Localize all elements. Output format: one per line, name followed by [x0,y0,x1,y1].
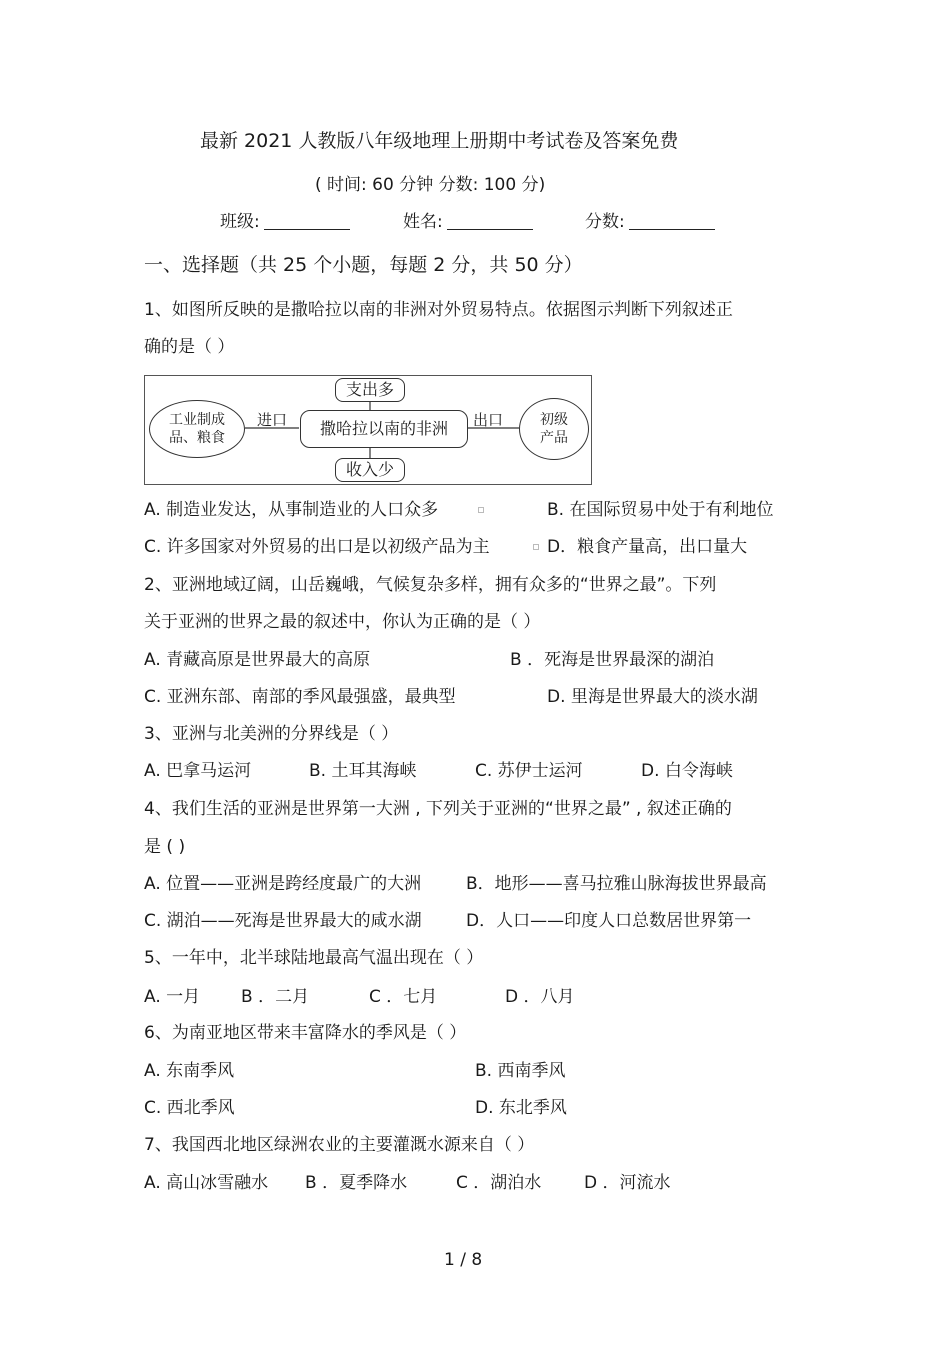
expense-box: 支出多 [335,378,405,402]
q5-option-b: B ．二月 [241,987,310,1007]
imports-text-line1: 工业制成 [169,412,225,428]
score-field [585,212,715,232]
q2-option-d: D. 里海是世界最大的淡水湖 [547,687,758,707]
section-heading: 一、选择题（共 25 个小题，每题 2 分，共 50 分） [144,254,583,276]
income-box: 收入少 [335,458,405,482]
q1-option-b: B. 在国际贸易中处于有利地位 [547,500,774,520]
q4-option-b: B．地形——喜马拉雅山脉海拔世界最高 [466,874,767,894]
q3-option-a: A. 巴拿马运河 [144,761,252,781]
exports-text-line2: 产品 [540,430,568,446]
q5-option-d: D ．八月 [505,987,575,1007]
class-field [220,212,350,232]
q7-stem: 7、我国西北地区绿洲农业的主要灌溉水源来自（ ） [144,1135,535,1155]
q2-stem-line1: 2、亚洲地域辽阔，山岳巍峨，气候复杂多样，拥有众多的“世界之最”。下列 [144,575,717,595]
q3-option-d: D. 白令海峡 [641,761,733,781]
imports-text-line2: 品、粮食 [169,430,225,446]
class-blank [264,213,350,230]
name-field [403,212,533,232]
q7-option-c: C ．湖泊水 [456,1173,542,1193]
q3-option-b: B. 土耳其海峡 [309,761,417,781]
q3-option-c: C. 苏伊士运河 [475,761,583,781]
exam-time-score: ( 时间: 60 分钟 分数: 100 分) [315,175,546,195]
marker-dot [478,507,484,513]
score-blank [629,213,715,230]
sub-saharan-africa-box: 撒哈拉以南的非洲 [300,410,468,448]
q1-option-a: A. 制造业发达，从事制造业的人口众多 [144,500,439,520]
exports-ellipse [519,398,589,460]
q1-option-c: C. 许多国家对外贸易的出口是以初级产品为主 [144,537,490,557]
import-arrow-label: 进口 [257,411,288,429]
q4-option-c: C. 湖泊——死海是世界最大的咸水湖 [144,911,422,931]
q1-option-d: D．粮食产量高，出口量大 [547,537,748,557]
q2-option-b: B ．死海是世界最深的湖泊 [510,650,715,670]
page-title: 最新 2021 人教版八年级地理上册期中考试卷及答案免费 [200,130,679,152]
q5-stem: 5、一年中，北半球陆地最高气温出现在（ ） [144,948,484,968]
name-blank [447,213,533,230]
q2-option-c: C. 亚洲东部、南部的季风最强盛，最典型 [144,687,456,707]
score-label: 分数: [585,212,625,232]
q6-stem: 6、为南亚地区带来丰富降水的季风是（ ） [144,1023,467,1043]
q6-option-b: B. 西南季风 [475,1061,566,1081]
q4-stem-line2: 是 ( ) [144,837,186,857]
q6-option-a: A. 东南季风 [144,1061,235,1081]
q2-stem-line2: 关于亚洲的世界之最的叙述中，你认为正确的是（ ） [144,612,541,632]
q4-option-a: A. 位置——亚洲是跨经度最广的大洲 [144,874,422,894]
marker-dot [533,544,539,550]
name-label: 姓名: [403,212,443,232]
q6-option-d: D. 东北季风 [475,1098,567,1118]
trade-diagram [144,375,592,485]
q7-option-b: B ．夏季降水 [305,1173,408,1193]
imports-ellipse [149,400,245,458]
exports-text-line1: 初级 [540,412,568,428]
q1-stem-line2: 确的是（ ） [144,337,235,357]
q4-option-d: D．人口——印度人口总数居世界第一 [466,911,752,931]
q5-option-c: C ．七月 [369,987,438,1007]
q5-option-a: A. 一月 [144,987,201,1007]
class-label: 班级: [220,212,260,232]
q4-stem-line1: 4、我们生活的亚洲是世界第一大洲 , 下列关于亚洲的“世界之最” , 叙述正确的 [144,799,732,819]
q7-option-a: A. 高山冰雪融水 [144,1173,269,1193]
q2-option-a: A. 青藏高原是世界最大的高原 [144,650,371,670]
q6-option-c: C. 西北季风 [144,1098,235,1118]
export-arrow-label: 出口 [473,411,504,429]
q3-stem: 3、亚洲与北美洲的分界线是（ ） [144,724,399,744]
q1-stem-line1: 1、如图所反映的是撒哈拉以南的非洲对外贸易特点。依据图示判断下列叙述正 [144,300,733,320]
q7-option-d: D ．河流水 [584,1173,671,1193]
page-number: 1 / 8 [444,1250,483,1270]
